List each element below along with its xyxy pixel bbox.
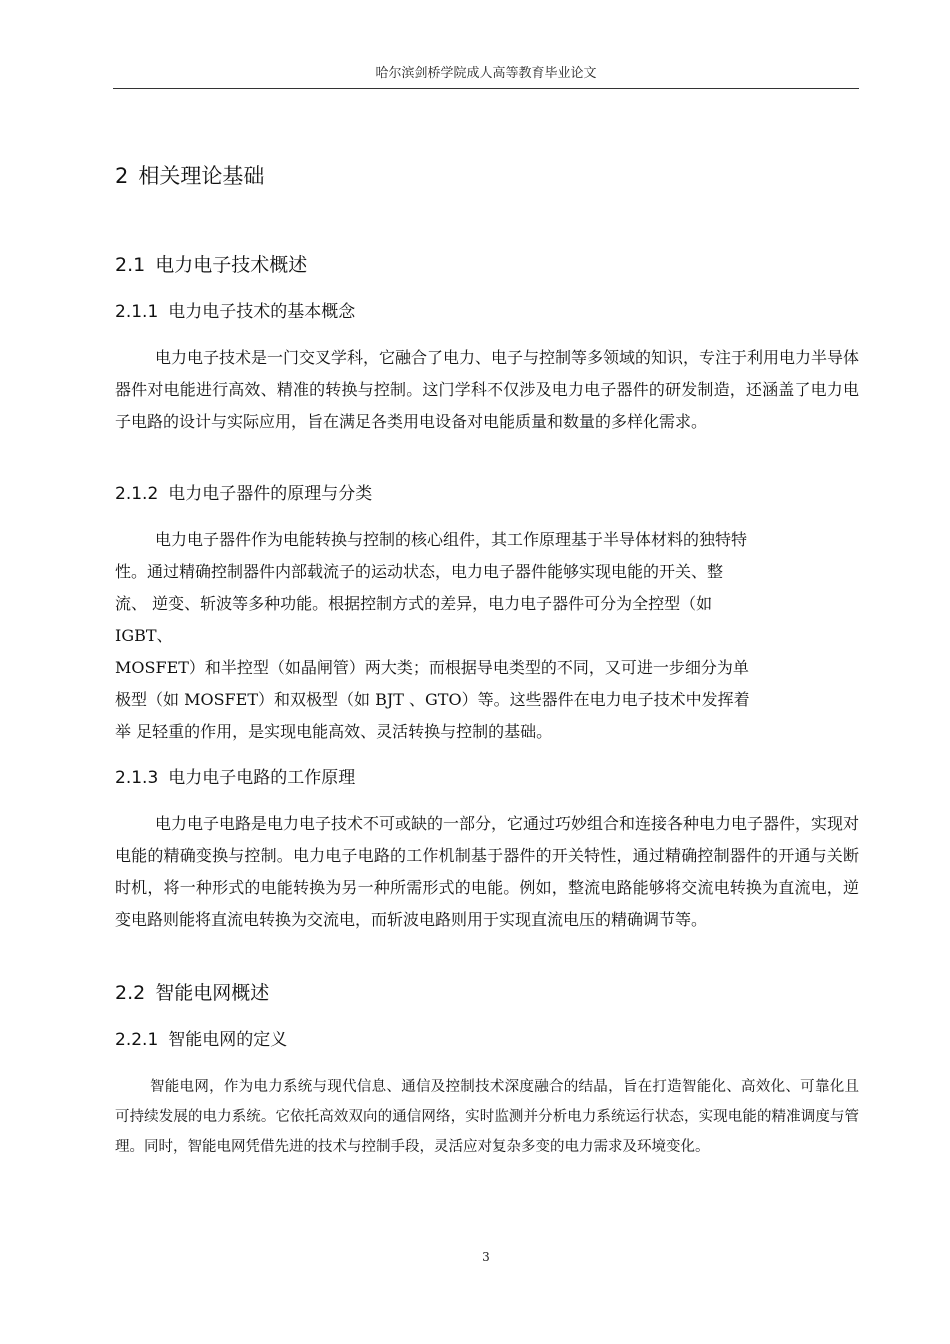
paragraph-line: 举 足轻重的作用，是实现电能高效、灵活转换与控制的基础。 [115, 722, 553, 741]
page-number: 3 [482, 1250, 490, 1264]
paragraph-line: 性。通过精确控制器件内部载流子的运动状态，电力电子器件能够实现电能的开关、整 [115, 562, 724, 581]
chapter-heading [115, 162, 264, 190]
running-header: 哈尔滨剑桥学院成人高等教育毕业论文 [375, 66, 597, 81]
section-title: 电力电子技术概述 [155, 254, 308, 276]
subsection-heading-2-1-1 [115, 300, 355, 324]
subsection-number: 2.1.2 [115, 484, 159, 504]
section-number: 2.1 [115, 254, 146, 276]
chapter-title: 相关理论基础 [138, 164, 265, 188]
paragraph-line: MOSFET）和半控型（如晶闸管）两大类；而根据导电类型的不同，又可进一步细分为单 [115, 658, 749, 677]
section-heading-2-2 [115, 980, 269, 1006]
subsection-heading-2-1-2 [115, 482, 372, 506]
subsection-number: 2.1.3 [115, 768, 159, 788]
paragraph-2-2-1: 智能电网，作为电力系统与现代信息、通信及控制技术深度融合的结晶，旨在打造智能化、高效化、可靠化且可持续发展的电力系统。它依托高效双向的通信网络，实时监测并分析电力系统运行状态，实现电能的精准调度与管理。同时，智能电网凭借先进的技术与控制手段，灵活应对复杂多变的电力需求及环境变化。 [115, 1079, 859, 1155]
paragraph-line: 电力电子器件作为电能转换与控制的核心组件，其工作原理基于半导体材料的独特特 [155, 530, 748, 549]
paragraph-line: 流、 逆变、斩波等多种功能。根据控制方式的差异，电力电子器件可分为全控型（如 [115, 594, 713, 613]
header-rule [113, 88, 859, 89]
subsection-number: 2.2.1 [115, 1030, 159, 1050]
subsection-heading-2-1-3 [115, 766, 355, 790]
section-title: 智能电网概述 [155, 982, 270, 1004]
paragraph-line: IGBT、 [115, 626, 173, 645]
section-heading-2-1 [115, 252, 307, 278]
paragraph-2-1-2 [115, 524, 859, 748]
subsection-heading-2-2-1 [115, 1028, 287, 1052]
subsection-title: 电力电子器件的原理与分类 [168, 484, 373, 504]
subsection-title: 电力电子技术的基本概念 [168, 302, 356, 322]
subsection-number: 2.1.1 [115, 302, 159, 322]
paragraph-2-1-3: 电力电子电路是电力电子技术不可或缺的一部分，它通过巧妙组合和连接各种电力电子器件，实现对电能的精确变换与控制。电力电子电路的工作机制基于器件的开关特性，通过精确控制器件的开通与关断时机，将一种形式的电能转换为另一种所需形式的电能。例如，整流电路能够将交流电转换为直流电，逆变电路则能将直流电转换为交流电，而斩波电路则用于实现直流电压的精确调节等。 [115, 814, 860, 929]
subsection-title: 电力电子电路的工作原理 [168, 768, 356, 788]
chapter-number: 2 [115, 164, 129, 188]
paragraph-line: 极型（如 MOSFET）和双极型（如 BJT 、GTO）等。这些器件在电力电子技术中发挥着 [115, 690, 750, 709]
subsection-title: 智能电网的定义 [168, 1030, 288, 1050]
paragraph-2-1-1: 电力电子技术是一门交叉学科，它融合了电力、电子与控制等多领域的知识，专注于利用电力半导体器件对电能进行高效、精准的转换与控制。这门学科不仅涉及电力电子器件的研发制造，还涵盖了电力电子电路的设计与实际应用，旨在满足各类用电设备对电能质量和数量的多样化需求。 [115, 348, 860, 431]
section-number: 2.2 [115, 982, 146, 1004]
